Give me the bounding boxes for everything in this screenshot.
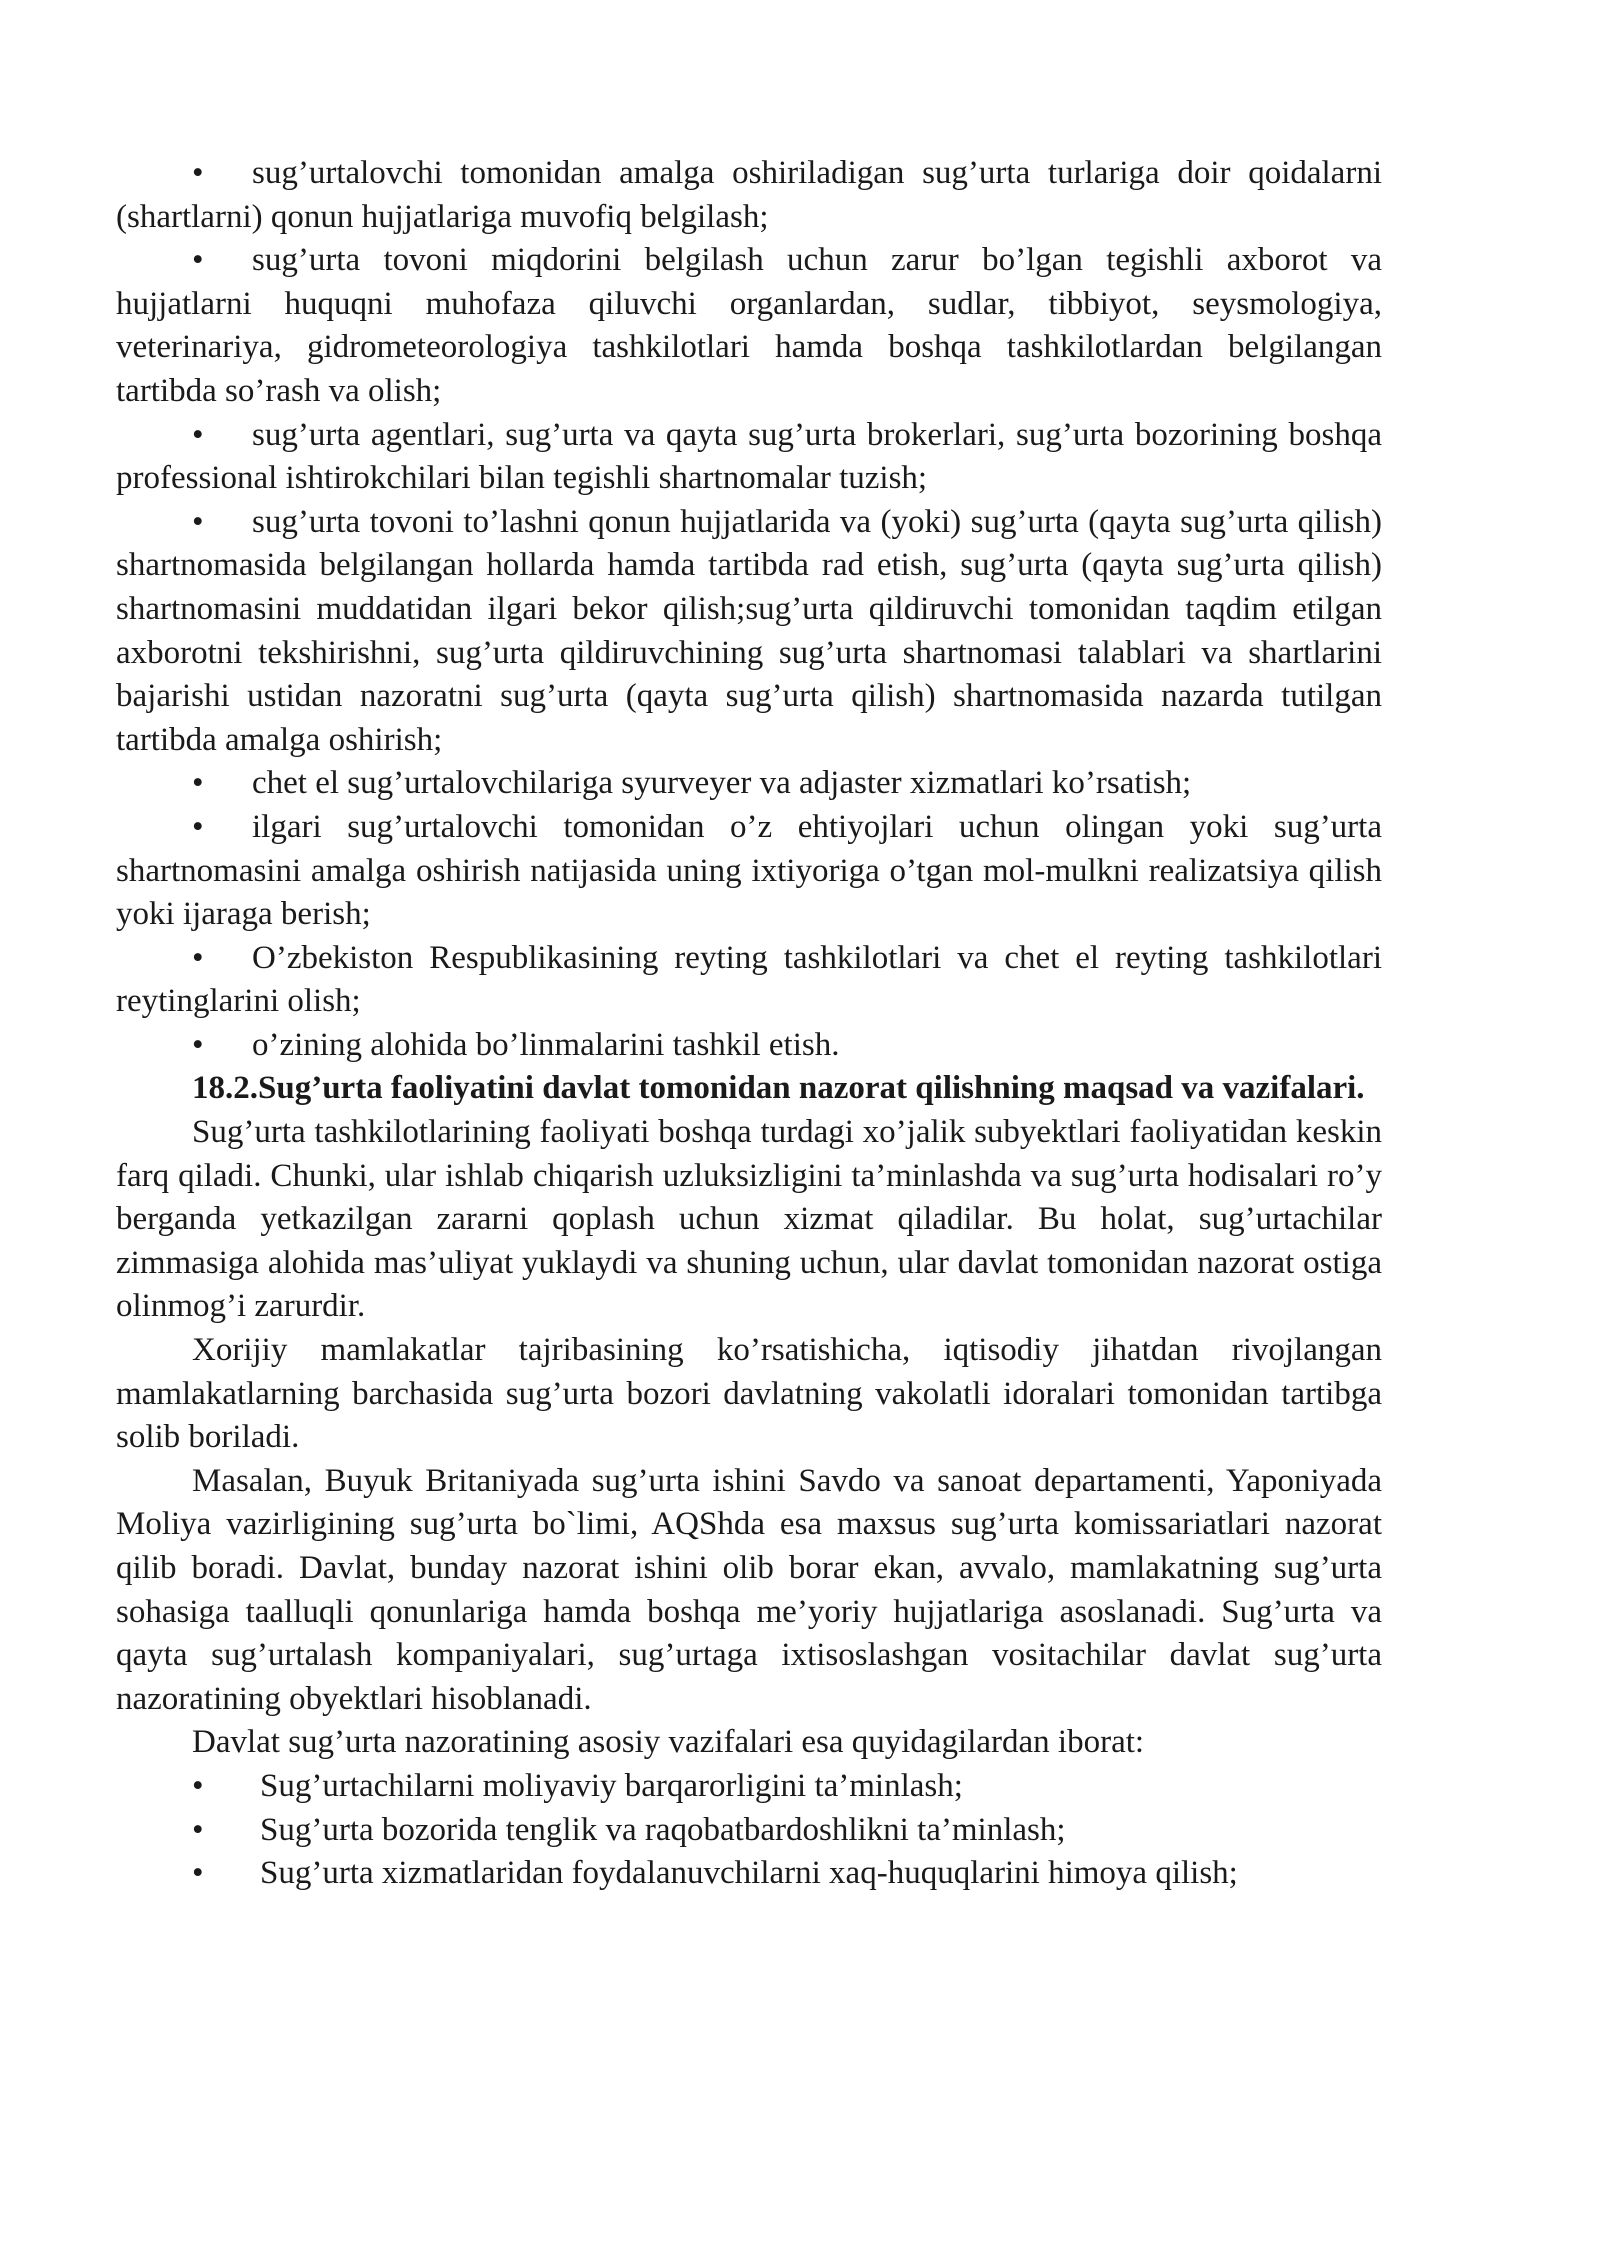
list-item: • sug’urta agentlari, sug’urta va qayta sug’urta brokerlari, sug’urta bozorining boshqa professional ishtirokchilari bilan tegishli shartnomalar tuzish;: [116, 414, 1382, 501]
list-item: • ilgari sug’urtalovchi tomonidan o’z ehtiyojlari uchun olingan yoki sug’urta shartnomasini amalga oshirish natijasida uning ixtiyoriga o’tgan mol-mulkni realizatsiya qilish yoki ijaraga berish;: [116, 806, 1382, 937]
paragraph: Masalan, Buyuk Britaniyada sug’urta ishini Savdo va sanoat departamenti, Yaponiyada Moliya vazirligining sug’urta bo`limi, AQShda esa maxsus sug’urta komissariatlari nazorat qilib boradi. Davlat, bunday nazorat ishini olib borar ekan, avvalo, mamlakatning sug’urta sohasiga taalluqli qonunlariga hamda boshqa me’yoriy hujjatlariga asoslanadi. Sug’urta va qayta sug’urtalash kompaniyalari, sug’urtaga ixtisoslashgan vositachilar davlat sug’urta nazoratining obyektlari hisoblanadi.: [116, 1462, 1382, 1717]
list-item: • Sug’urtachilarni moliyaviy barqarorligini ta’minlash;: [116, 1765, 1382, 1809]
bullet-icon: •: [192, 1767, 204, 1804]
bullet-icon: •: [192, 503, 204, 540]
paragraph: Davlat sug’urta nazoratining asosiy vazifalari esa quyidagilardan iborat:: [192, 1724, 1145, 1761]
paragraph: Sug’urta tashkilotlarining faoliyati boshqa turdagi xo’jalik subyektlari faoliyatidan keskin farq qiladi. Chunki, ular ishlab chiqarish uzluksizligini ta’minlashda va sug’urta hodisalari ro’y berganda yetkazilgan zararni qoplash uchun xizmat qiladilar. Bu holat, sug’urtachilar zimmasiga alohida mas’uliyat yuklaydi va shuning uchun, ular davlat tomonidan nazorat ostiga olinmog’i zarurdir.: [116, 1114, 1382, 1325]
bullet-icon: •: [192, 242, 204, 279]
list-item: • Sug’urta xizmatlaridan foydalanuvchilarni xaq-huquqlarini himoya qilish;: [116, 1852, 1382, 1896]
bullet-icon: •: [192, 155, 204, 191]
list-item: • sug’urtalovchi tomonidan amalga oshiriladigan sug’urta turlariga doir qoidalarni (shartlarni) qonun hujjatlariga muvofiq belgilash;: [116, 152, 1382, 239]
list-item: • sug’urta tovoni miqdorini belgilash uchun zarur bo’lgan tegishli axborot va hujjatlarni huquqni muhofaza qiluvchi organlardan, sudlar, tibbiyot, seysmologiya, veterinariya, gidrometeorologiya tashkilotlari hamda boshqa tashkilotlardan belgilangan tartibda so’rash va olish;: [116, 239, 1382, 413]
bullet-list-top: [116, 152, 1382, 1067]
document-page: [116, 152, 1382, 1896]
list-item: • o’zining alohida bo’linmalarini tashkil etish.: [116, 1024, 1382, 1068]
bullet-icon: •: [192, 808, 204, 845]
bullet-icon: •: [192, 765, 204, 802]
section-heading: 18.2.Sug’urta faoliyatini davlat tomonidan nazorat qilishning maqsad va vazifalari.: [192, 1070, 1365, 1107]
bullet-icon: •: [192, 1855, 204, 1892]
list-item: • O’zbekiston Respublikasining reyting tashkilotlari va chet el reyting tashkilotlari reytinglarini olish;: [116, 937, 1382, 1024]
paragraph: Xorijiy mamlakatlar tajribasining ko’rsatishicha, iqtisodiy jihatdan rivojlangan mamlakatlarning barchasida sug’urta bozori davlatning vakolatli idoralari tomonidan tartibga solib boriladi.: [116, 1332, 1382, 1456]
bullet-list-bottom: [116, 1765, 1382, 1896]
list-item: • chet el sug’urtalovchilariga syurveyer va adjaster xizmatlari ko’rsatish;: [116, 762, 1382, 806]
bullet-icon: •: [192, 1811, 204, 1848]
list-item: • Sug’urta bozorida tenglik va raqobatbardoshlikni ta’minlash;: [116, 1809, 1382, 1853]
bullet-icon: •: [192, 1026, 204, 1063]
bullet-icon: •: [192, 416, 204, 453]
list-item: • sug’urta tovoni to’lashni qonun hujjatlarida va (yoki) sug’urta (qayta sug’urta qilish) shartnomasida belgilangan hollarda hamda tartibda rad etish, sug’urta (qayta sug’urta qilish) shartnomasini muddatidan ilgari bekor qilish;sug’urta qildiruvchi tomonidan taqdim etilgan axborotni tekshirishni, sug’urta qildiruvchining sug’urta shartnomasi talablari va shartlarini bajarishi ustidan nazoratni sug’urta (qayta sug’urta qilish) shartnomasida nazarda tutilgan tartibda amalga oshirish;: [116, 501, 1382, 763]
bullet-icon: •: [192, 939, 204, 976]
